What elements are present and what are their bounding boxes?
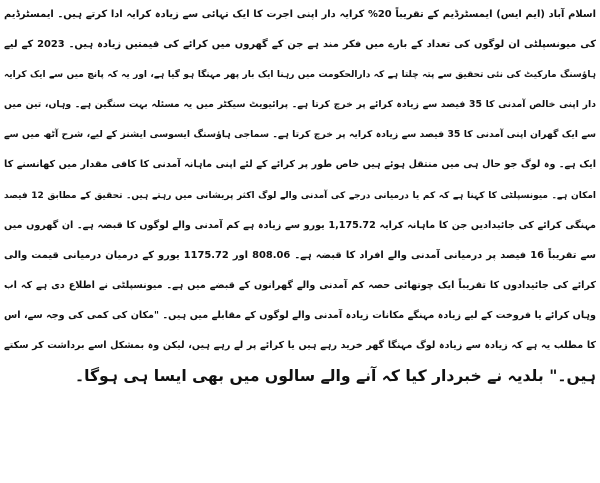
paragraph-line-last: ہیں۔" بلدیہ نے خبردار کیا کہ آنے والے سالوں میں بھی ایسا ہی ہوگا۔ (75, 367, 596, 386)
paragraph-line: سے تقریباً 16 فیصد پر درمیانی آمدنی والے افراد کا قبضہ ہے۔ 808.06 اور 1175.72 یورو کے درمیان درمیانی قیمت والی (4, 249, 596, 261)
paragraph-line: دار اپنی خالص آمدنی کا 35 فیصد سے زیادہ کرائے پر خرچ کرتا ہے۔ پرائیویٹ سیکٹر میں یہ مسئلہ بہت سنگین ہے۔ وہاں، تین میں (4, 99, 596, 111)
paragraph-line: کرائے کی جائیدادوں کا تقریباً ایک چوتھائی حصہ کم آمدنی والے گھرانوں کے قبضے میں ہے۔ میونسپلٹی نے اطلاع دی ہے کہ اب (4, 279, 596, 291)
paragraph-line: وہاں کرائے یا فروخت کے لیے زیادہ مہنگے مکانات زیادہ آمدنی والے لوگوں کے مقابلے میں ہیں۔ "مکان کی کمی کی وجہ سے، اس (4, 309, 596, 321)
paragraph-line: ہاؤسنگ مارکیٹ کی نئی تحقیق سے پتہ چلتا ہے کہ دارالحکومت میں رہنا ایک بار پھر مہنگا ہو گیا ہے، اور یہ کہ پانچ میں سے ایک کرایہ (4, 70, 596, 81)
paragraph-line: امکان ہے۔ میونسپلٹی کا کہنا ہے کہ کم یا درمیانی درجے کی آمدنی والے لوگ اکثر پریشانی میں رہتے ہیں۔ تحقیق کے مطابق 12 فیصد (4, 190, 596, 201)
article-body (4, 0, 596, 483)
paragraph-line: ایک ہے۔ وہ لوگ جو حال ہی میں منتقل ہوئے ہیں خاص طور پر کرائے کے لئے اپنی ماہانہ آمدنی کا کافی مقدار میں کھانسنے کا (4, 159, 596, 171)
paragraph-line: سے ایک گھران اپنی آمدنی کا 35 فیصد سے زیادہ کرایہ پر خرچ کرتا ہے۔ سماجی ہاؤسنگ ایسوسی ایشنز کے لیے، شرح آٹھ میں سے (4, 129, 596, 141)
paragraph-line: اسلام آباد (ایم ایس) ایمسٹرڈیم کے تقریباً 20% کرایہ دار اپنی اجرت کا ایک تہائی سے زیادہ کرایہ ادا کرتے ہیں۔ ایمسٹرڈیم (4, 9, 596, 20)
paragraph-line: کا مطلب یہ ہے کہ زیادہ سے زیادہ لوگ مہنگا گھر خرید رہے ہیں یا کرائے پر لے رہے ہیں، لیکن وہ بمشکل اسے برداشت کر سکتے (4, 340, 596, 352)
paragraph-line: مہنگی کرائے کی جائیدادیں جن کا ماہانہ کرایہ 1,175.72 یورو سے زیادہ ہے کم آمدنی والے لوگوں کا قبضہ ہے۔ ان گھروں میں (4, 219, 596, 231)
paragraph-line: کی میونسپلٹی ان لوگوں کی تعداد کے بارے میں فکر مند ہے جن کے گھروں میں کرائے کی قیمتیں زیادہ ہیں۔ 2023 کے لیے (4, 39, 596, 51)
